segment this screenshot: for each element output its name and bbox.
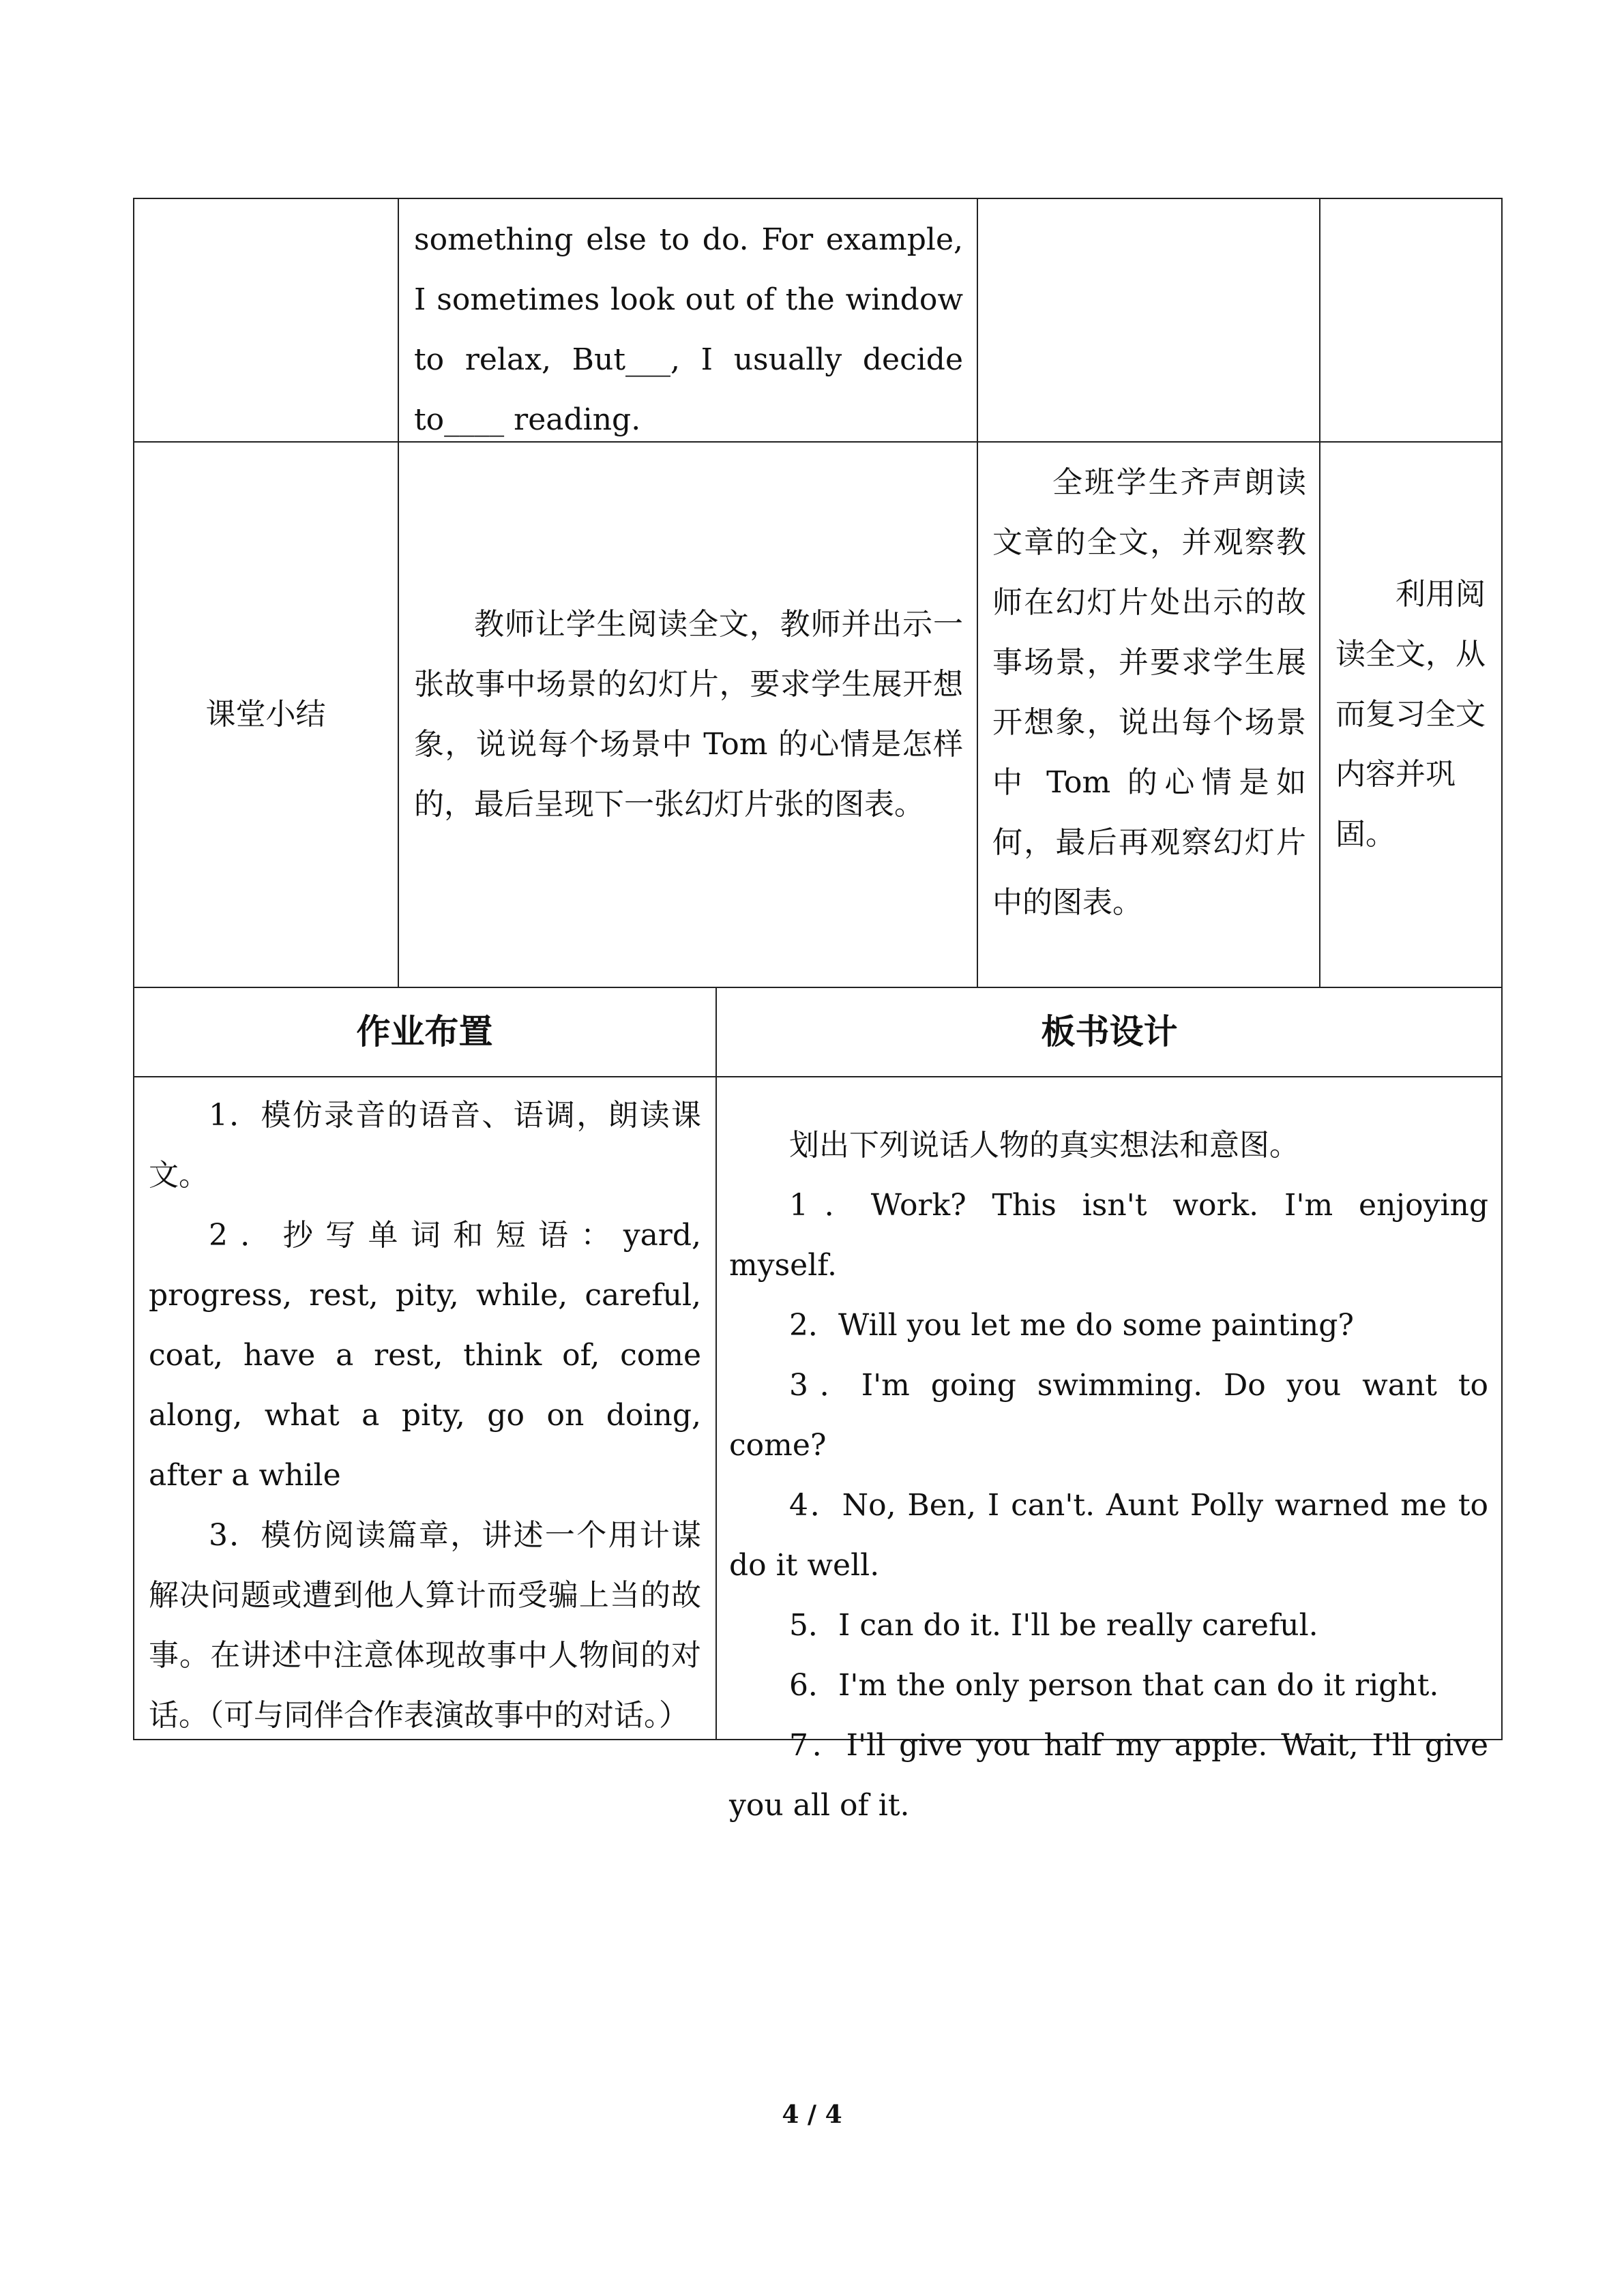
board-intro: 划出下列说话人物的真实想法和意图。 bbox=[789, 1128, 1299, 1163]
row2-label bbox=[135, 443, 396, 985]
homework-header bbox=[135, 989, 714, 1075]
divider-vertical bbox=[1319, 198, 1320, 987]
row2-purpose bbox=[1335, 443, 1489, 985]
board-item: 7．I'll give you half my apple. Wait, I'll give you all of it. bbox=[729, 1728, 1488, 1823]
row2-label-text: 课堂小结 bbox=[205, 696, 326, 732]
board-header bbox=[718, 989, 1501, 1075]
row1-process-text bbox=[414, 210, 963, 450]
row2-purpose-text: 利用阅读全文，从而复习全文内容并巩固。 bbox=[1335, 576, 1486, 852]
row2-teacher-text: 教师让学生阅读全文，教师并出示一张故事中场景的幻灯片，要求学生展开想象，说说每个场景中 Tom 的心情是怎样的，最后呈现下一张幻灯片张的图表。 bbox=[414, 606, 963, 822]
row2-student-activity bbox=[992, 453, 1306, 933]
page-number: 4 / 4 bbox=[782, 2100, 842, 2129]
board-item: 4．No, Ben, I can't. Aunt Polly warned me to do it well. bbox=[729, 1488, 1488, 1583]
divider-horizontal bbox=[133, 1076, 1503, 1077]
row2-student-text: 全班学生齐声朗读文章的全文，并观察教师在幻灯片处出示的故事场景，并要求学生展开想象，说出每个场景中 Tom 的心情是如何，最后再观察幻灯片中的图表。 bbox=[992, 465, 1306, 920]
homework-item: 3．模仿阅读篇章，讲述一个用计谋解决问题或遭到他人算计而受骗上当的故事。在讲述中注意体现故事中人物间的对话。（可与同伴合作表演故事中的对话。） bbox=[149, 1518, 701, 1733]
row2-teacher-activity bbox=[414, 443, 963, 985]
board-item: 2．Will you let me do some painting? bbox=[789, 1308, 1354, 1343]
divider-vertical bbox=[715, 987, 717, 1740]
board-item: 5．I can do it. I'll be really careful. bbox=[789, 1608, 1318, 1643]
divider-vertical bbox=[977, 198, 978, 987]
row1-process-paragraph: something else to do. For example, I sometimes look out of the window to relax, But___, I usually decide to____ reading. bbox=[414, 222, 963, 437]
divider-horizontal bbox=[133, 987, 1503, 988]
homework-item: 1．模仿录音的语音、语调，朗读课文。 bbox=[149, 1098, 701, 1193]
homework-list bbox=[149, 1086, 701, 1746]
board-list bbox=[729, 1116, 1488, 1836]
homework-header-text: 作业布置 bbox=[356, 1011, 493, 1052]
divider-vertical bbox=[398, 198, 399, 987]
board-item: 3．I'm going swimming. Do you want to come? bbox=[729, 1368, 1488, 1463]
board-item: 1．Work? This isn't work. I'm enjoying myself. bbox=[729, 1188, 1488, 1283]
homework-item: 2．抄写单词和短语：yard, progress, rest, pity, while, careful, coat, have a rest, think of, come along, what a pity, go on doing, after a while bbox=[149, 1218, 701, 1493]
board-item: 6．I'm the only person that can do it right. bbox=[789, 1668, 1439, 1703]
board-header-text: 板书设计 bbox=[1041, 1011, 1178, 1052]
